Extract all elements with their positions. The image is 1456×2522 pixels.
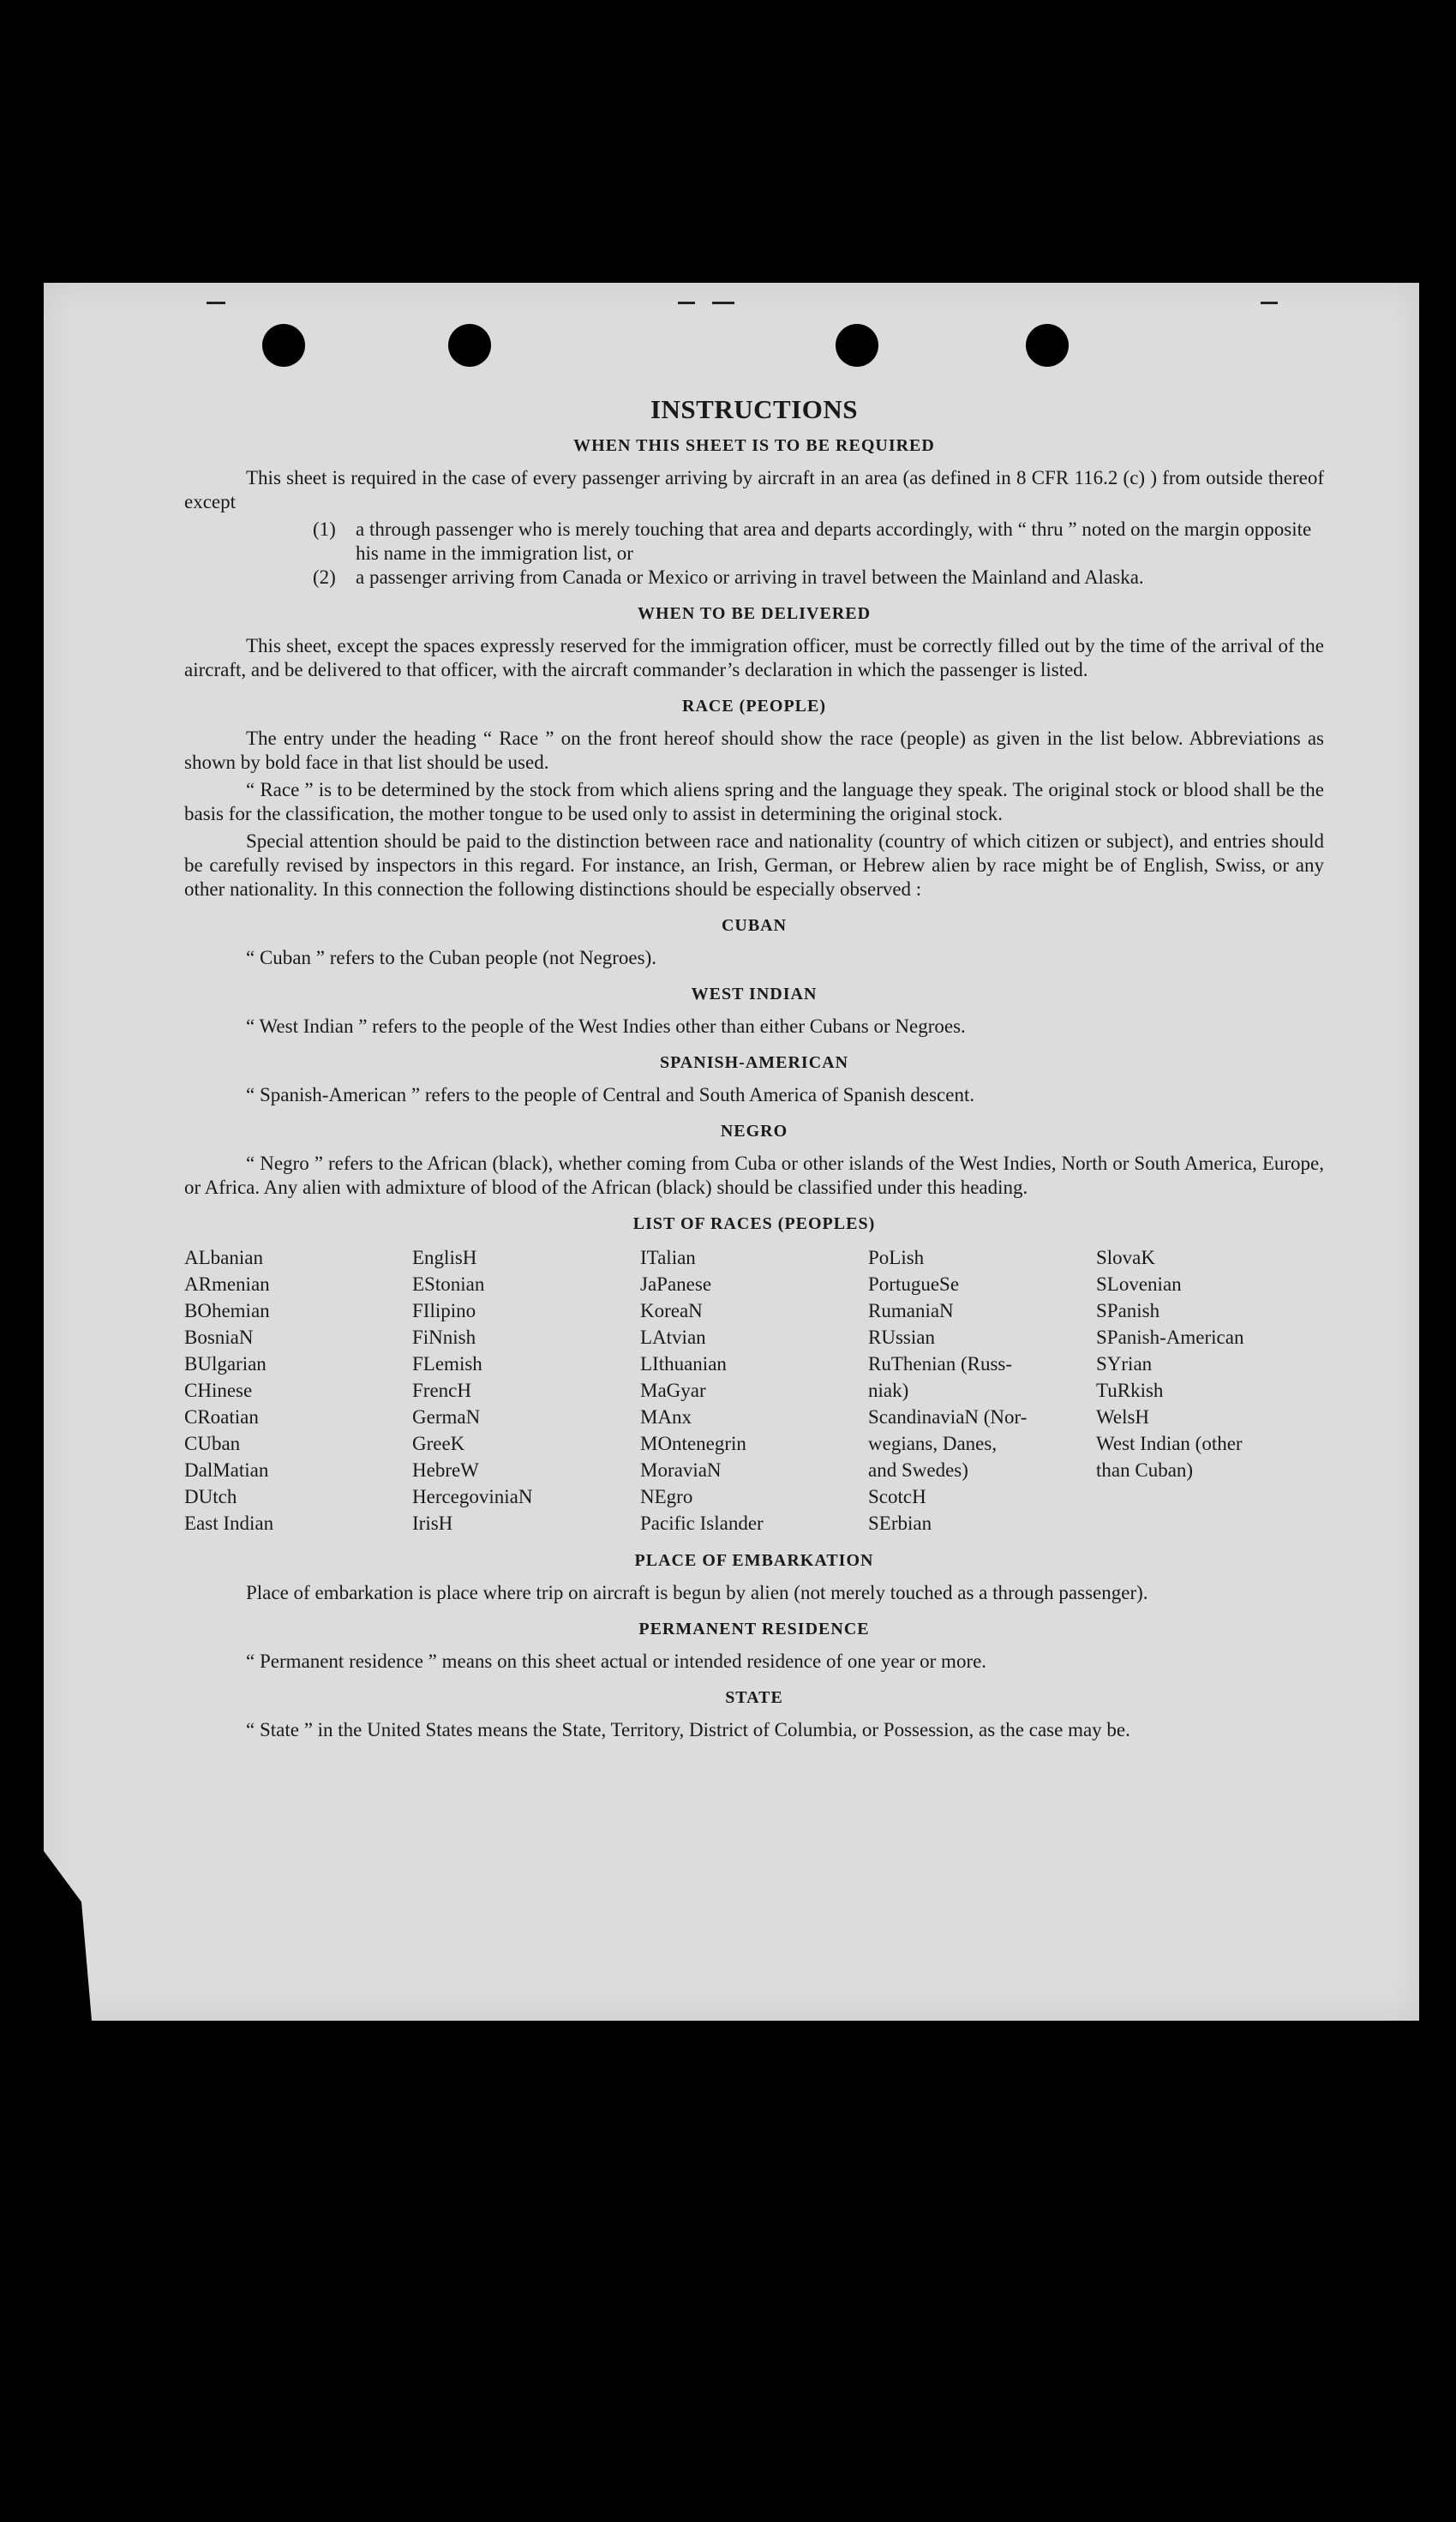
heading-negro: NEGRO — [720, 1122, 788, 1141]
race-entry: HebreW — [412, 1459, 479, 1481]
race-entry: FiNnish — [412, 1327, 476, 1348]
race-entry: EnglisH — [412, 1247, 477, 1268]
race-entry: TuRkish — [1096, 1380, 1164, 1401]
race-entry: SPanish-American — [1096, 1327, 1244, 1348]
race-entry: JaPanese — [640, 1273, 712, 1295]
races-list — [184, 1244, 1324, 1537]
heading-cuban: CUBAN — [721, 916, 788, 935]
race-entry: BosniaN — [184, 1327, 254, 1348]
item-text: a through passenger who is merely touching that area and departs accordingly, with “ thru ” noted on the margin opposite his name in the immigration list, or — [356, 518, 1312, 564]
race-entry: SErbian — [868, 1513, 932, 1534]
race-entry: MaGyar — [640, 1380, 706, 1401]
heading-west-indian: WEST INDIAN — [691, 985, 818, 1003]
race-entry: CHinese — [184, 1380, 253, 1401]
paragraph: This sheet is required in the case of every passenger arriving by aircraft in an area (as defined in 8 CFR 116.2 (c) ) from outside thereof except — [184, 467, 1324, 512]
race-entry: SYrian — [1096, 1353, 1153, 1375]
races-column — [1096, 1244, 1324, 1537]
paragraph: Special attention should be paid to the distinction between race and nationality (country of which citizen or subject), and entries should be carefully revised by inspectors in this regard. For instance, an Irish, German, or Hebrew alien by race might be of English, Swiss, or any other nationality. In this connection the following distinctions should be especially observed : — [184, 830, 1324, 900]
race-entry: BOhemian — [184, 1300, 270, 1321]
paragraph: “ Race ” is to be determined by the stock from which aliens spring and the language they speak. The original stock or blood shall be the basis for the classification, the mother tongue to be used only to assist in determining the original stock. — [184, 779, 1324, 824]
races-column — [412, 1244, 640, 1537]
heading-when-delivered: WHEN TO BE DELIVERED — [637, 604, 872, 623]
race-entry: PoLish — [868, 1247, 925, 1268]
mark — [678, 302, 695, 304]
mark — [1261, 302, 1278, 304]
race-entry: HercegoviniaN — [412, 1486, 533, 1507]
race-entry: EStonian — [412, 1273, 485, 1295]
instructions-content — [184, 394, 1324, 1746]
race-entry: SPanish — [1096, 1300, 1160, 1321]
heading-residence: PERMANENT RESIDENCE — [638, 1620, 870, 1638]
races-column — [868, 1244, 1096, 1537]
races-column — [640, 1244, 868, 1537]
mark — [712, 302, 734, 304]
paragraph: “ Spanish-American ” refers to the people of Central and South America of Spanish descent. — [246, 1084, 975, 1105]
paragraph: The entry under the heading “ Race ” on the front hereof should show the race (people) as given in the list below. Abbreviations as shown by bold face in that list should be used. — [184, 728, 1324, 773]
race-entry: GermaN — [412, 1406, 481, 1428]
paragraph: Place of embarkation is place where trip on aircraft is begun by alien (not merely touched as a through passenger). — [246, 1582, 1148, 1603]
punch-hole — [448, 324, 491, 367]
punch-hole — [836, 324, 878, 367]
list-item — [313, 566, 1324, 590]
race-entry: CUban — [184, 1433, 241, 1454]
heading-embarkation: PLACE OF EMBARKATION — [634, 1551, 874, 1570]
race-entry: RumaniaN — [868, 1300, 954, 1321]
race-entry: DUtch — [184, 1486, 237, 1507]
race-entry: FIlipino — [412, 1300, 476, 1321]
race-entry: DalMatian — [184, 1459, 269, 1481]
race-entry: MOntenegrin — [640, 1433, 746, 1454]
race-entry: FrencH — [412, 1380, 471, 1401]
punch-hole — [1026, 324, 1069, 367]
paragraph: “ Negro ” refers to the African (black), whether coming from Cuba or other islands of the West Indies, North or South America, Europe, or Africa. Any alien with admixture of blood of the African (black) should be classified under this heading. — [184, 1153, 1324, 1198]
document-sheet — [44, 283, 1419, 2021]
race-entry: IrisH — [412, 1513, 453, 1534]
race-entry: MAnx — [640, 1406, 692, 1428]
race-entry: MoraviaN — [640, 1459, 722, 1481]
race-entry: NEgro — [640, 1486, 693, 1507]
paragraph: “ West Indian ” refers to the people of the West Indies other than either Cubans or Negroes. — [246, 1015, 966, 1037]
folded-corner — [44, 1851, 112, 2021]
race-entry: LIthuanian — [640, 1353, 727, 1375]
race-entry: CRoatian — [184, 1406, 259, 1428]
race-entry: ScotcH — [868, 1486, 926, 1507]
races-column — [184, 1244, 412, 1537]
race-entry: WelsH — [1096, 1406, 1150, 1428]
race-entry: GreeK — [412, 1433, 465, 1454]
paragraph: This sheet, except the spaces expressly reserved for the immigration officer, must be correctly filled out by the time of the arrival of the aircraft, and be delivered to that officer, with the aircraft commander’s declaration in which the passenger is listed. — [184, 635, 1324, 680]
page-title: INSTRUCTIONS — [650, 394, 858, 424]
paragraph: “ State ” in the United States means the State, Territory, District of Columbia, or Possession, as the case may be. — [246, 1719, 1130, 1740]
race-entry: Pacific Islander — [640, 1513, 764, 1534]
race-entry: RUssian — [868, 1327, 935, 1348]
race-entry: ITalian — [640, 1247, 696, 1268]
race-entry: PortugueSe — [868, 1273, 960, 1295]
paragraph: “ Permanent residence ” means on this sheet actual or intended residence of one year or more. — [246, 1650, 987, 1672]
race-entry: West Indian (other than Cuban) — [1096, 1433, 1243, 1481]
race-entry: East Indian — [184, 1513, 274, 1534]
punch-hole — [262, 324, 305, 367]
race-entry: KoreaN — [640, 1300, 703, 1321]
race-entry: LAtvian — [640, 1327, 706, 1348]
heading-spanish-american: SPANISH-AMERICAN — [659, 1053, 849, 1072]
item-number: (2) — [313, 566, 336, 588]
heading-when-required: WHEN THIS SHEET IS TO BE REQUIRED — [573, 436, 935, 455]
race-entry: ScandinaviaN (Nor- wegians, Danes, and Swedes) — [868, 1406, 1028, 1481]
heading-races-list: LIST OF RACES (PEOPLES) — [632, 1214, 876, 1233]
race-entry: BUlgarian — [184, 1353, 267, 1375]
race-entry: FLemish — [412, 1353, 482, 1375]
paragraph: “ Cuban ” refers to the Cuban people (not Negroes). — [246, 947, 657, 968]
race-entry: ALbanian — [184, 1247, 263, 1268]
list-item — [313, 518, 1324, 566]
race-entry: SLovenian — [1096, 1273, 1182, 1295]
race-entry: ARmenian — [184, 1273, 270, 1295]
heading-race: RACE (PEOPLE) — [682, 697, 826, 716]
item-number: (1) — [313, 518, 336, 540]
heading-state: STATE — [725, 1688, 783, 1707]
race-entry: RuThenian (Russ- niak) — [868, 1353, 1013, 1401]
mark — [207, 302, 225, 304]
race-entry: SlovaK — [1096, 1247, 1155, 1268]
item-text: a passenger arriving from Canada or Mexico or arriving in travel between the Mainland and Alaska. — [356, 566, 1144, 588]
